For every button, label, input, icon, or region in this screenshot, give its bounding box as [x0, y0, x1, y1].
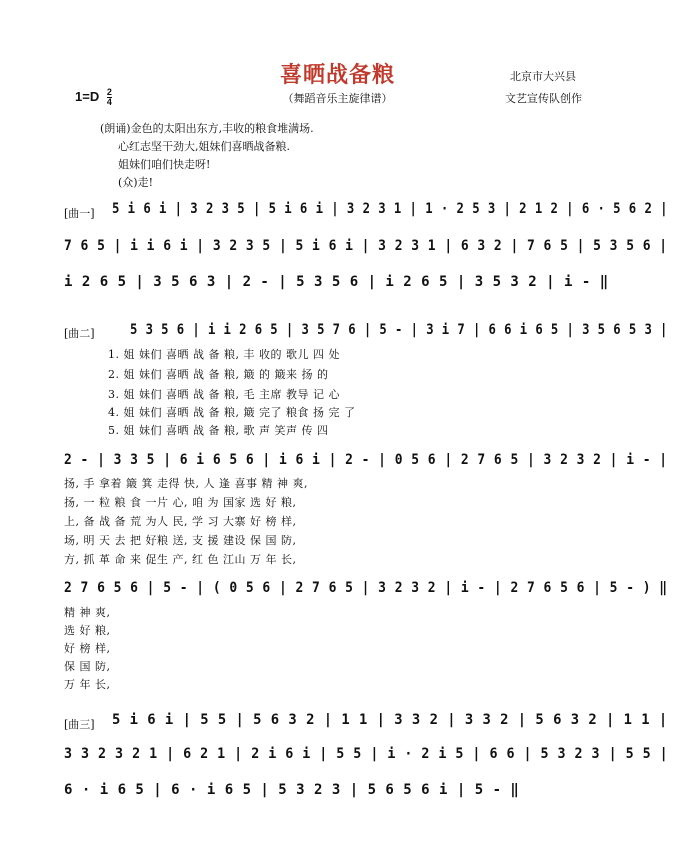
time-sig-top: 2	[106, 87, 112, 97]
song-subtitle: （舞蹈音乐主旋律谱）	[282, 92, 393, 105]
lyric-line: 万 年 长,	[64, 678, 111, 691]
notation-line: 5 i 6 i | 3 2 3 5 | 5 i 6 i | 3 2 3 1 | 1 · 2 5 3 | 2 1 2 | 6 · 5 6 2 |	[112, 201, 668, 217]
notation-line: 7 6 5 | i i 6 i | 3 2 3 5 | 5 i 6 i | 3 2 3 1 | 6 3 2 | 7 6 5 | 5 3 5 6 |	[64, 238, 668, 254]
recitation-line: (众)走!	[118, 176, 154, 189]
song-title: 喜晒战备粮	[279, 62, 395, 88]
lyric-line: 方, 抓 革 命 来 促生 产, 红 色 江山 万 年 长,	[64, 553, 297, 566]
key-label: 1=D	[75, 88, 100, 104]
notation-line: 2 7 6 5 6 | 5 - | ( 0 5 6 | 2 7 6 5 | 3 2 3 2 | i - | 2 7 6 5 6 | 5 - ) ‖	[64, 580, 668, 596]
notation-line: 5 i 6 i | 5 5 | 5 6 3 2 | 1 1 | 3 3 2 | 3 3 2 | 5 6 3 2 | 1 1 |	[112, 712, 668, 728]
lyric-line: 精 神 爽,	[64, 606, 111, 619]
lyric-line: 1. 姐 妹们 喜晒 战 备 粮, 丰 收的 歌儿 四 处	[108, 348, 340, 361]
recitation-line: (朗诵)金色的太阳出东方,丰收的粮食堆满场.	[100, 122, 314, 135]
notation-line: 2 - | 3 3 5 | 6 i 6 5 6 | i 6 i | 2 - | 0 5 6 | 2 7 6 5 | 3 2 3 2 | i - |	[64, 452, 668, 468]
lyric-line: 5. 姐 妹们 喜晒 战 备 粮, 歌 声 笑声 传 四	[108, 424, 329, 437]
time-signature	[107, 88, 112, 107]
section-1-label: [曲一]	[64, 207, 95, 220]
recitation-line: 姐妹们咱们快走呀!	[118, 158, 211, 171]
notation-line: i 2 6 5 | 3 5 6 3 | 2 - | 5 3 5 6 | i 2 6 5 | 3 5 3 2 | i - ‖	[64, 274, 609, 290]
lyric-line: 扬, 一 粒 粮 食 一片 心, 咱 为 国家 选 好 粮,	[64, 496, 297, 509]
notation-line: 3 3 2 3 2 1 | 6 2 1 | 2 i 6 i | 5 5 | i · 2 i 5 | 6 6 | 5 3 2 3 | 5 5 |	[64, 746, 669, 762]
lyric-line: 扬, 手 拿着 簸 箕 走得 快, 人 逢 喜事 精 神 爽,	[64, 477, 308, 490]
time-sig-bottom: 4	[106, 97, 112, 107]
recitation-line: 心红志坚干劲大,姐妹们喜晒战备粮.	[118, 140, 290, 153]
section-2-label: [曲二]	[64, 327, 95, 340]
recitation-block	[100, 120, 314, 192]
section-3-label: [曲三]	[64, 718, 95, 731]
lyric-line: 上, 备 战 备 荒 为人 民, 学 习 大寨 好 榜 样,	[64, 515, 297, 528]
lyric-line: 4. 姐 妹们 喜晒 战 备 粮, 簸 完了 粮食 扬 完 了	[108, 406, 356, 419]
author-location: 北京市大兴县	[510, 70, 576, 83]
lyric-line: 2. 姐 妹们 喜晒 战 备 粮, 簸 的 簸来 扬 的	[108, 368, 329, 381]
lyric-line: 3. 姐 妹们 喜晒 战 备 粮, 毛 主席 教导 记 心	[108, 388, 340, 401]
key-signature	[75, 88, 112, 107]
lyric-line: 好 榜 样,	[64, 642, 111, 655]
notation-line: 5 3 5 6 | i i 2 6 5 | 3 5 7 6 | 5 - | 3 i 7 | 6 6 i 6 5 | 3 5 6 5 3 |	[130, 322, 668, 338]
lyric-line: 场, 明 天 去 把 好粮 送, 支 援 建设 保 国 防,	[64, 534, 297, 547]
notation-line: 6 · i 6 5 | 6 · i 6 5 | 5 3 2 3 | 5 6 5 6 i | 5 - ‖	[64, 782, 520, 798]
lyric-line: 保 国 防,	[64, 660, 111, 673]
author-group: 文艺宣传队创作	[505, 92, 582, 105]
lyric-line: 选 好 粮,	[64, 624, 111, 637]
